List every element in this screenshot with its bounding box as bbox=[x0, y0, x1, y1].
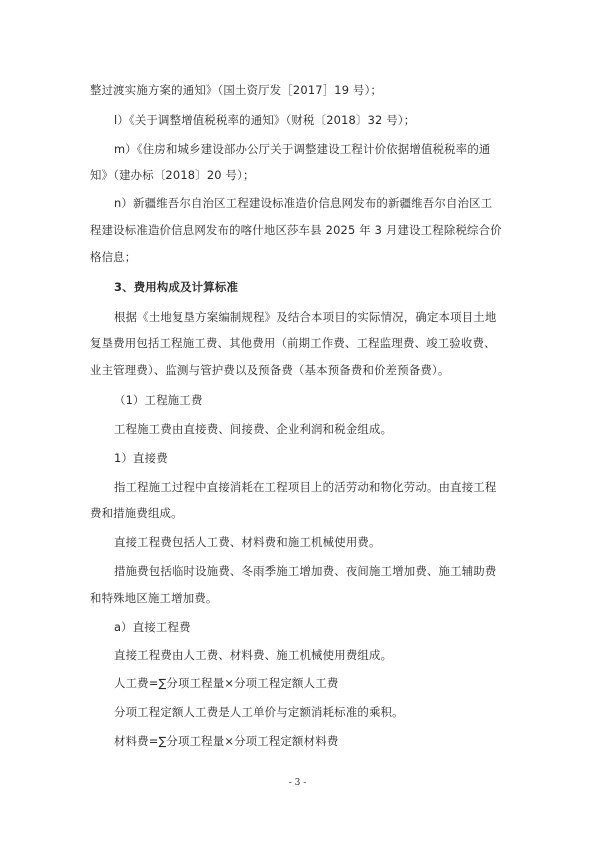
formula-line: 人工费=∑分项工程量×分项工程定额人工费 bbox=[114, 676, 339, 690]
section-heading: 3、费用构成及计算标准 bbox=[114, 280, 239, 294]
text-line: n）新疆维吾尔自治区工程建设标准造价信息网发布的新疆维吾尔自治区工 bbox=[114, 196, 493, 210]
text-line: 和特殊地区施工增加费。 bbox=[90, 591, 218, 605]
text-line: 程建设标准造价信息网发布的喀什地区莎车县 2025 年 3 月建设工程除税综合价 bbox=[90, 223, 502, 237]
text-line: 格信息； bbox=[90, 250, 137, 264]
subsection-heading: 1）直接费 bbox=[114, 451, 168, 465]
text-line: 根据《土地复垦方案编制规程》及结合本项目的实际情况，确定本项目土地 bbox=[114, 310, 497, 324]
text-line: 整过渡实施方案的通知》（国土资厅发［2017］19 号）； bbox=[90, 83, 383, 97]
text-line: 分项工程定额人工费是人工单价与定额消耗标准的乘积。 bbox=[114, 705, 404, 719]
text-line: 措施费包括临时设施费、冬雨季施工增加费、夜间施工增加费、施工辅助费 bbox=[114, 564, 497, 578]
formula-line: 材料费=∑分项工程量×分项工程定额材料费 bbox=[114, 734, 339, 748]
text-line: m）《住房和城乡建设部办公厅关于调整建设工程计价依据增值税税率的通 bbox=[114, 142, 491, 156]
text-line: 工程施工费由直接费、间接费、企业利润和税金组成。 bbox=[114, 422, 393, 436]
subsection-heading: （1）工程施工费 bbox=[114, 393, 203, 407]
text-line: 直接工程费包括人工费、材料费和施工机械使用费。 bbox=[114, 535, 381, 549]
subsection-heading: a）直接工程费 bbox=[114, 620, 191, 634]
text-line: 直接工程费由人工费、材料费、施工机械使用费组成。 bbox=[114, 648, 393, 662]
text-line: 费和措施费组成。 bbox=[90, 506, 183, 520]
text-line: l）《关于调整增值税税率的通知》（财税〔2018〕32 号）； bbox=[114, 113, 416, 127]
page-number: - 3 - bbox=[288, 778, 307, 788]
text-line: 指工程施工过程中直接消耗在工程项目上的活劳动和物化劳动。由直接工程 bbox=[114, 480, 497, 494]
text-line: 知》（建办标〔2018〕20 号）； bbox=[90, 168, 255, 182]
text-line: 复垦费用包括工程施工费、其他费用（前期工作费、工程监理费、竣工验收费、 bbox=[90, 336, 496, 350]
text-line: 业主管理费）、监测与管护费以及预备费（基本预备费和价差预备费）。 bbox=[90, 363, 450, 377]
